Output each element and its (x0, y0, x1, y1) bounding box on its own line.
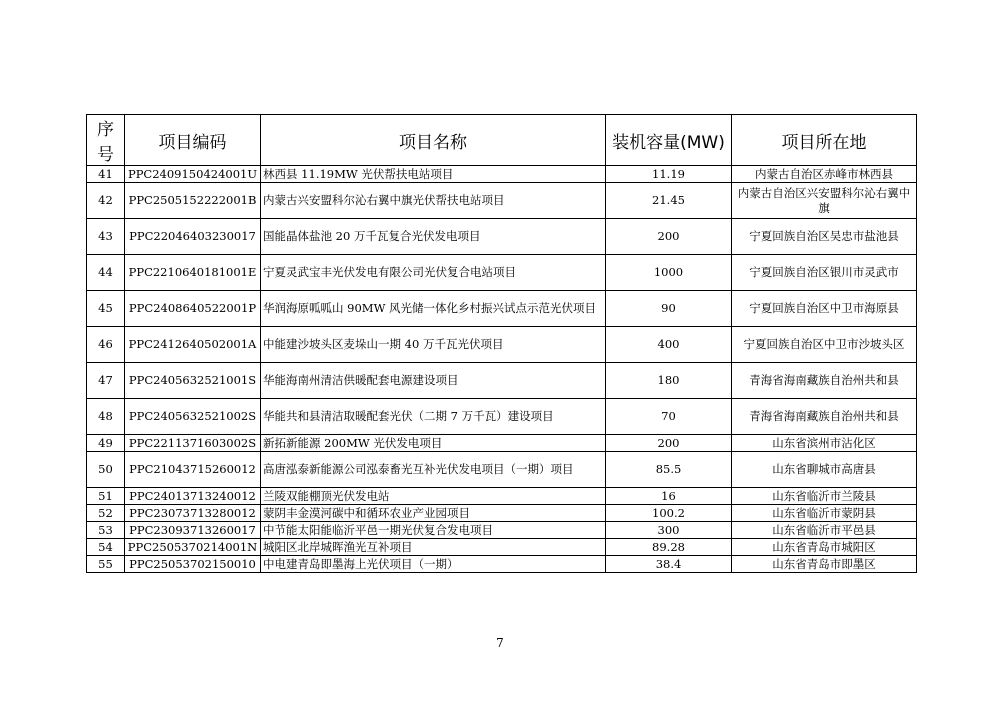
table-row (87, 452, 917, 488)
cell-name: 华能海南州清洁供暖配套电源建设项目 (261, 363, 606, 399)
cell-index: 46 (87, 327, 125, 363)
header-code: 项目编码 (125, 115, 261, 166)
table-body (87, 166, 917, 573)
cell-index: 54 (87, 539, 125, 556)
cell-capacity: 180 (606, 363, 732, 399)
cell-name: 蒙阴丰金漠河碳中和循环农业产业园项目 (261, 505, 606, 522)
cell-code: PPC2505152222001B (125, 183, 261, 219)
table-header-row (87, 115, 917, 166)
page-number: 7 (496, 636, 504, 650)
cell-code: PPC2405632521002S (125, 399, 261, 435)
cell-location: 青海省海南藏族自治州共和县 (732, 399, 917, 435)
cell-location: 宁夏回族自治区吴忠市盐池县 (732, 219, 917, 255)
cell-capacity: 11.19 (606, 166, 732, 183)
cell-index: 44 (87, 255, 125, 291)
cell-location: 宁夏回族自治区银川市灵武市 (732, 255, 917, 291)
cell-code: PPC25053702150010 (125, 556, 261, 573)
header-location: 项目所在地 (732, 115, 917, 166)
cell-location: 山东省青岛市即墨区 (732, 556, 917, 573)
cell-code: PPC2408640522001P (125, 291, 261, 327)
cell-capacity: 300 (606, 522, 732, 539)
cell-index: 42 (87, 183, 125, 219)
cell-code: PPC21043715260012 (125, 452, 261, 488)
table-row (87, 183, 917, 219)
table-row (87, 556, 917, 573)
cell-index: 48 (87, 399, 125, 435)
cell-name: 内蒙古兴安盟科尔沁右翼中旗光伏帮扶电站项目 (261, 183, 606, 219)
table-row (87, 505, 917, 522)
header-name: 项目名称 (261, 115, 606, 166)
table-row (87, 166, 917, 183)
cell-location: 宁夏回族自治区中卫市海原县 (732, 291, 917, 327)
cell-name: 中能建沙坡头区麦垛山一期 40 万千瓦光伏项目 (261, 327, 606, 363)
cell-name: 兰陵双能棚顶光伏发电站 (261, 488, 606, 505)
cell-index: 45 (87, 291, 125, 327)
cell-code: PPC2210640181001E (125, 255, 261, 291)
cell-location: 山东省临沂市兰陵县 (732, 488, 917, 505)
cell-location: 内蒙古自治区兴安盟科尔沁右翼中旗 (732, 183, 917, 219)
cell-location: 山东省聊城市高唐县 (732, 452, 917, 488)
cell-index: 55 (87, 556, 125, 573)
cell-code: PPC24013713240012 (125, 488, 261, 505)
cell-index: 50 (87, 452, 125, 488)
cell-index: 53 (87, 522, 125, 539)
table-row (87, 363, 917, 399)
cell-capacity: 85.5 (606, 452, 732, 488)
cell-code: PPC2405632521001S (125, 363, 261, 399)
cell-location: 山东省临沂市平邑县 (732, 522, 917, 539)
cell-location: 青海省海南藏族自治州共和县 (732, 363, 917, 399)
cell-capacity: 16 (606, 488, 732, 505)
cell-location: 内蒙古自治区赤峰市林西县 (732, 166, 917, 183)
cell-location: 山东省滨州市沾化区 (732, 435, 917, 452)
cell-capacity: 90 (606, 291, 732, 327)
cell-location: 山东省临沂市蒙阴县 (732, 505, 917, 522)
cell-capacity: 38.4 (606, 556, 732, 573)
cell-capacity: 1000 (606, 255, 732, 291)
cell-index: 41 (87, 166, 125, 183)
cell-name: 华润海原呱呱山 90MW 风光储一体化乡村振兴试点示范光伏项目 (261, 291, 606, 327)
cell-location: 山东省青岛市城阳区 (732, 539, 917, 556)
cell-index: 49 (87, 435, 125, 452)
cell-code: PPC22046403230017 (125, 219, 261, 255)
cell-name: 高唐泓泰新能源公司泓泰畜光互补光伏发电项目（一期）项目 (261, 452, 606, 488)
cell-name: 林西县 11.19MW 光伏帮扶电站项目 (261, 166, 606, 183)
cell-name: 国能晶体盐池 20 万千瓦复合光伏发电项目 (261, 219, 606, 255)
project-table (86, 114, 917, 573)
cell-index: 51 (87, 488, 125, 505)
cell-capacity: 70 (606, 399, 732, 435)
cell-name: 中节能太阳能临沂平邑一期光伏复合发电项目 (261, 522, 606, 539)
cell-name: 新拓新能源 200MW 光伏发电项目 (261, 435, 606, 452)
cell-code: PPC2211371603002S (125, 435, 261, 452)
cell-code: PPC23093713260017 (125, 522, 261, 539)
table-row (87, 488, 917, 505)
cell-code: PPC23073713280012 (125, 505, 261, 522)
cell-capacity: 200 (606, 219, 732, 255)
table-row (87, 399, 917, 435)
cell-capacity: 400 (606, 327, 732, 363)
table-row (87, 327, 917, 363)
table-row (87, 435, 917, 452)
cell-capacity: 100.2 (606, 505, 732, 522)
cell-name: 城阳区北岸城晖渔光互补项目 (261, 539, 606, 556)
header-index: 序号 (87, 115, 125, 166)
cell-name: 华能共和县清洁取暖配套光伏（二期 7 万千瓦）建设项目 (261, 399, 606, 435)
cell-capacity: 200 (606, 435, 732, 452)
cell-capacity: 89.28 (606, 539, 732, 556)
table-row (87, 291, 917, 327)
cell-code: PPC2409150424001U (125, 166, 261, 183)
table-row (87, 219, 917, 255)
cell-name: 中电建青岛即墨海上光伏项目（一期） (261, 556, 606, 573)
cell-capacity: 21.45 (606, 183, 732, 219)
table-row (87, 539, 917, 556)
cell-index: 47 (87, 363, 125, 399)
cell-code: PPC2505370214001N (125, 539, 261, 556)
table-row (87, 522, 917, 539)
cell-index: 52 (87, 505, 125, 522)
table-row (87, 255, 917, 291)
cell-location: 宁夏回族自治区中卫市沙坡头区 (732, 327, 917, 363)
cell-index: 43 (87, 219, 125, 255)
cell-code: PPC2412640502001A (125, 327, 261, 363)
cell-name: 宁夏灵武宝丰光伏发电有限公司光伏复合电站项目 (261, 255, 606, 291)
header-capacity: 装机容量(MW) (606, 115, 732, 166)
